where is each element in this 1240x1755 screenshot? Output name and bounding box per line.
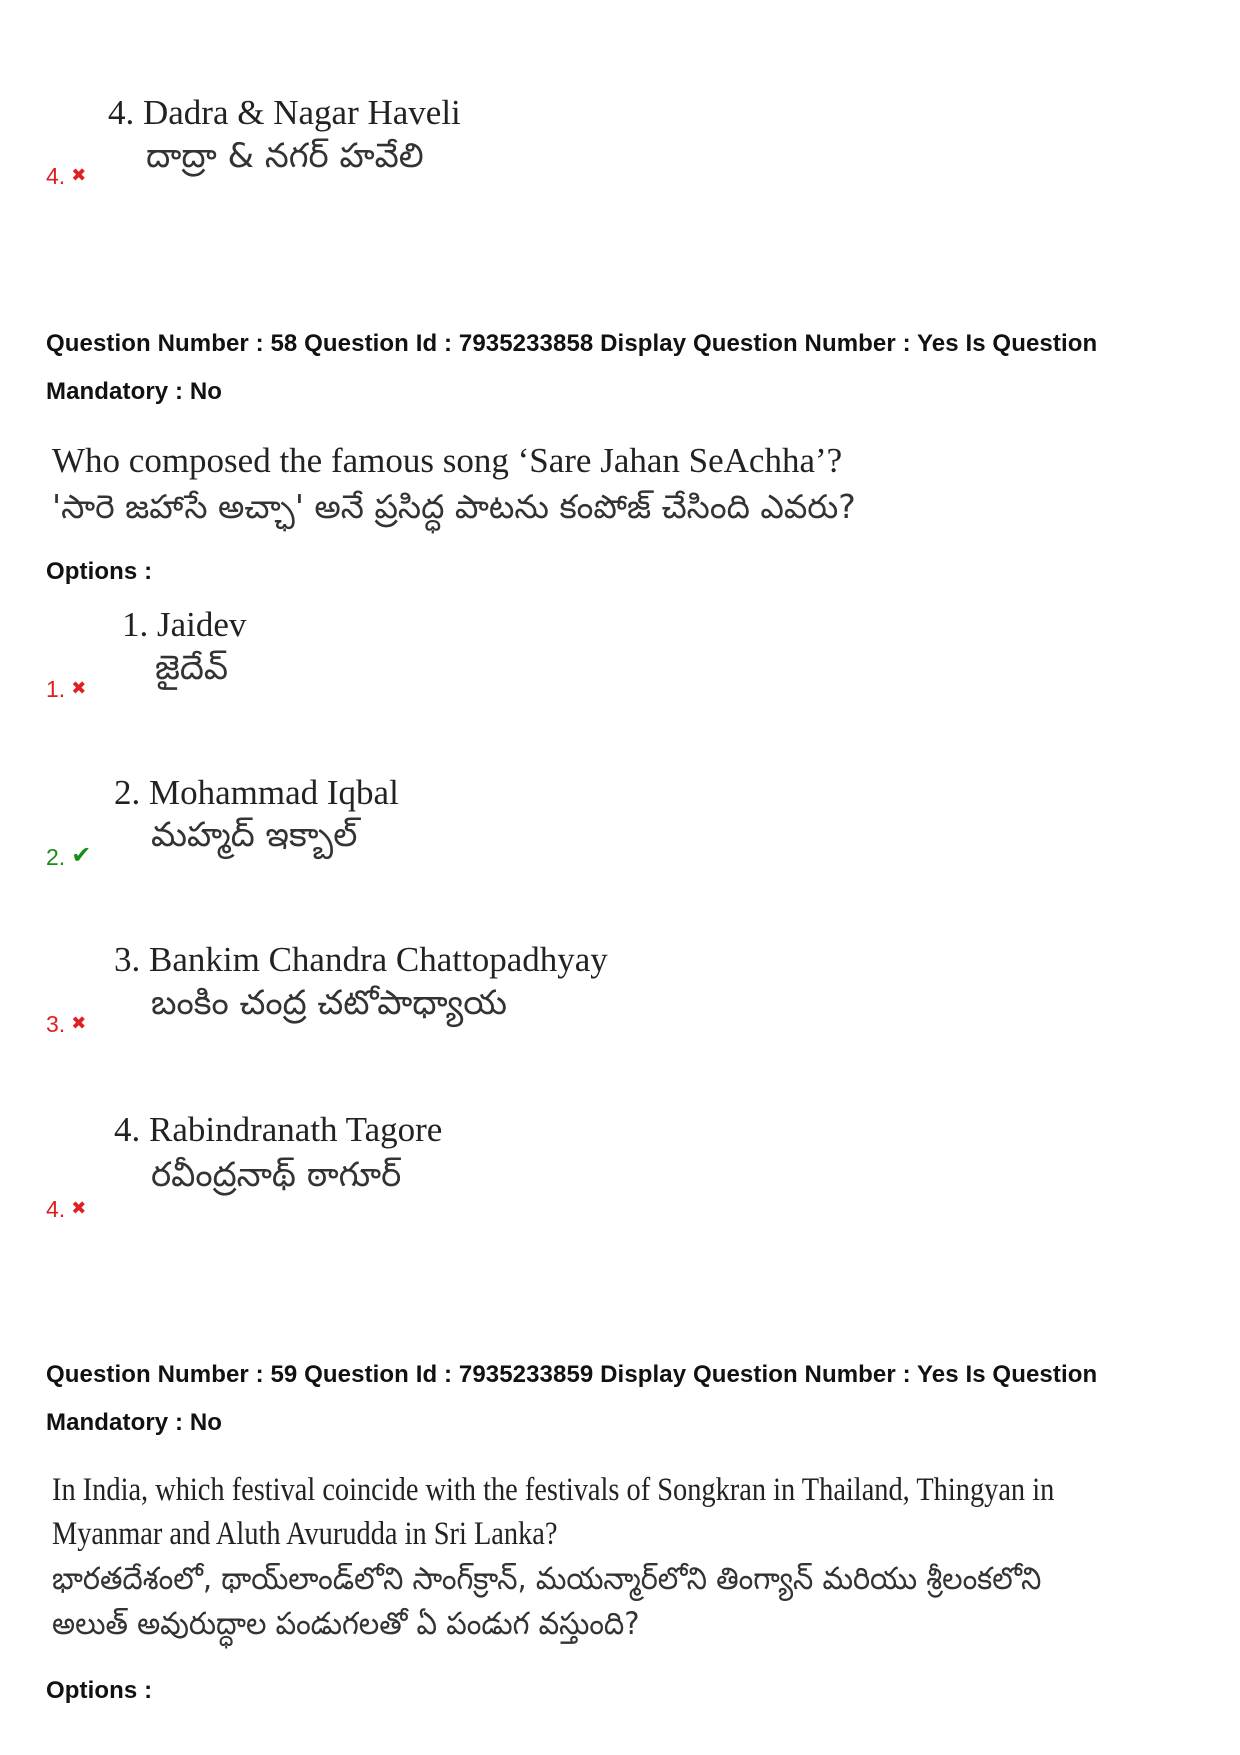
q59-meta-line1: Question Number : 59 Question Id : 7935233859 Display Question Number : Yes Is Question [46,1361,1098,1388]
q59-options-label: Options : [46,1677,153,1704]
wrong-icon: ✖ [71,678,87,698]
q58-option-1-text-en: 1. Jaidev [122,605,247,644]
q58-meta-line1: Question Number : 58 Question Id : 7935233858 Display Question Number : Yes Is Question [46,330,1098,357]
check-icon: ✔ [71,842,92,869]
prev-option-4-number: 4. [46,163,66,189]
q59-question-te-line2: అలుత్ అవురుద్ధాల పండుగలతో ఏ పండుగ వస్తుంది? [52,1606,640,1642]
prev-option-4-marker [46,162,86,192]
q58-option-4-text-te: రవీంద్రనాథ్ ఠాగూర్ [151,1155,402,1195]
q58-question-en: Who composed the famous song ‘Sare Jahan SeAchha’? [52,441,843,480]
q58-option-3-text-en: 3. Bankim Chandra Chattopadhyay [114,940,608,979]
wrong-icon: ✖ [71,1013,87,1033]
q58-option-4-marker [46,1195,86,1225]
q58-question-te: 'సారె జహాసే అచ్ఛా' అనే ప్రసిద్ధ పాటను కంపోజ్ చేసింది ఎవరు? [52,487,856,526]
wrong-icon: ✖ [71,1198,87,1218]
q58-option-2-number: 2. [46,844,66,870]
q58-option-4-number: 4. [46,1196,66,1222]
prev-option-4-text-te: దాద్రా & నగర్ హవేలి [146,136,424,176]
q59-question-en-line1: In India, which festival coincide with the festivals of Songkran in Thailand, Thingyan in [52,1472,1055,1508]
q58-option-2-text-en: 2. Mohammad Iqbal [114,773,399,812]
q58-option-2-marker [46,843,91,872]
q58-option-3-marker [46,1010,86,1040]
q58-options-label: Options : [46,558,153,585]
wrong-icon: ✖ [71,165,87,185]
q58-option-4-text-en: 4. Rabindranath Tagore [114,1110,443,1149]
q58-option-3-number: 3. [46,1011,66,1037]
q58-option-1-marker [46,675,86,705]
q59-meta-line2: Mandatory : No [46,1409,223,1436]
q59-question-en-line2: Myanmar and Aluth Avurudda in Sri Lanka? [52,1516,558,1552]
prev-option-4-text-en: 4. Dadra & Nagar Haveli [108,93,461,132]
q58-option-1-number: 1. [46,676,66,702]
q59-question-te-line1: భారతదేశంలో, థాయ్‌లాండ్‌లోని సాంగ్‌క్రాన్, మయన్మార్‌లోని తింగ్యాన్ మరియు శ్రీలంకలోని [52,1561,1042,1597]
q58-option-1-text-te: జైదేవ్ [155,648,229,688]
q58-option-3-text-te: బంకిం చంద్ర చటోపాధ్యాయ [151,983,507,1023]
q58-meta-line2: Mandatory : No [46,378,223,405]
q58-option-2-text-te: మహ్మద్ ఇక్బాల్ [151,815,358,855]
